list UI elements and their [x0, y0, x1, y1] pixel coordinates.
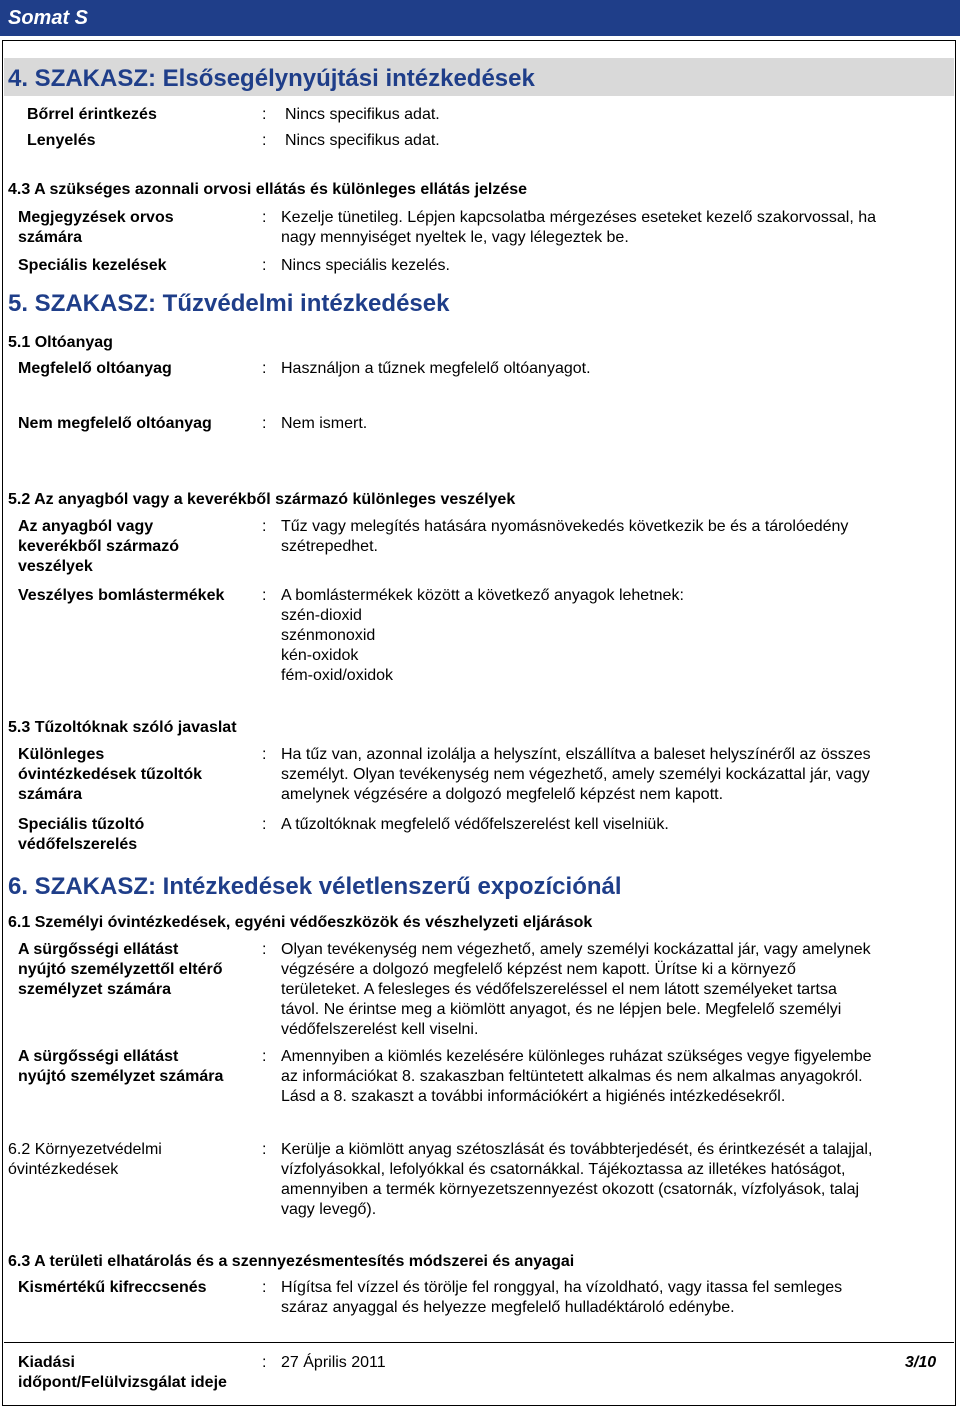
colon: :: [262, 941, 267, 958]
section-6-title: 6. SZAKASZ: Intézkedések véletlenszerű expozíciónál: [8, 873, 622, 900]
colon: :: [262, 209, 267, 226]
subsection-5-3-title: 5.3 Tűzoltóknak szóló javaslat: [8, 719, 237, 736]
colon: :: [262, 132, 267, 149]
ingestion-value: Nincs specifikus adat.: [285, 132, 440, 149]
unsuitable-media-value: Nem ismert.: [281, 415, 368, 432]
colon: :: [262, 415, 267, 432]
unsuitable-media-label: Nem megfelelő oltóanyag: [18, 415, 212, 432]
header-bar: [0, 0, 960, 36]
subsection-5-2-title: 5.2 Az anyagból vagy a keverékből származó különleges veszélyek: [8, 491, 516, 508]
brand-title: Somat S: [8, 7, 89, 29]
footer-issue-date-label: Kiadási időpont/Felülvizsgálat ideje: [18, 1354, 227, 1391]
section-4-title: 4. SZAKASZ: Elsősegélynyújtási intézkedések: [8, 65, 535, 92]
colon: :: [262, 257, 267, 274]
emergency-responders-label: A sürgősségi ellátást nyújtó személyzet számára: [18, 1048, 224, 1085]
non-emergency-personnel-value: Olyan tevékenység nem végezhető, amely személyi kockázattal jár, vagy amelynek végzésére a dolgozó megfelelő képzést nem kapott. Ürítse ki a környező területeket. A felesleges és védőfelszereléssel el nem látott személyeket tartsa távol. Ne érintse meg a kiömlött anyagot, és ne lépjen bele. Megfelelő személyi védőfelszerelést kell viselni.: [281, 941, 871, 1038]
colon: :: [262, 746, 267, 763]
specific-hazards-value: Tűz vagy melegítés hatására nyomásnövekedés következik be és a tárolóedény szétrepedhet.: [281, 518, 849, 555]
colon: :: [262, 816, 267, 833]
footer-divider: [4, 1342, 954, 1343]
special-treatment-value: Nincs speciális kezelés.: [281, 257, 450, 274]
decomposition-products-label: Veszélyes bomlástermékek: [18, 587, 225, 604]
emergency-responders-value: Amennyiben a kiömlés kezelésére különleges ruházat szükséges vegye figyelembe az információkat 8. szakaszban feltüntetett alkalmas és nem alkalmas anyagokról. Lásd a 8. szakaszt a további információkért a higiénés intézkedésekről.: [281, 1048, 872, 1105]
colon: :: [262, 106, 267, 123]
suitable-media-label: Megfelelő oltóanyag: [18, 360, 172, 377]
small-spill-label: Kismértékű kifreccsenés: [18, 1279, 207, 1296]
colon: :: [262, 587, 267, 604]
page-number: 3/10: [905, 1354, 937, 1371]
subsection-6-1-title: 6.1 Személyi óvintézkedések, egyéni védőeszközök és vészhelyzeti eljárások: [8, 914, 593, 931]
decomposition-products-value: A bomlástermékek között a következő anyagok lehetnek: szén-dioxid szénmonoxid kén-oxidok fém-oxid/oxidok: [281, 587, 684, 684]
small-spill-value: Hígítsa fel vízzel és törölje fel ronggyal, ha vízoldható, vagy itassa fel semleges száraz anyaggal és helyezze megfelelő hulladéktároló edénybe.: [281, 1279, 843, 1316]
footer-issue-date-value: 27 Április 2011: [281, 1354, 386, 1371]
physician-notes-label: Megjegyzések orvos számára: [18, 209, 174, 246]
environmental-precautions-value: Kerülje a kiömlött anyag szétoszlását és továbbterjedését, és érintkezését a talajjal, vízfolyásokkal, lefolyókkal és csatornákkal. Tájékoztassa az illetékes hatóságot, amennyiben a termék környezetszennyezést okozott (csatornák, vízfolyások, talaj vagy levegő).: [281, 1141, 873, 1218]
firefighter-equipment-value: A tűzoltóknak megfelelő védőfelszerelést kell viselniük.: [281, 816, 669, 833]
firefighter-precautions-value: Ha tűz van, azonnal izolálja a helyszínt, elszállítva a baleset helyszínéről az összes személyt. Olyan tevékenység nem végezhető, amely személyi kockázattal jár, vagy amelynek végzésére a dolgozó megfelelő képzést nem kapott.: [281, 746, 871, 803]
firefighter-precautions-label: Különleges óvintézkedések tűzoltók számára: [18, 746, 203, 803]
firefighter-equipment-label: Speciális tűzoltó védőfelszerelés: [18, 816, 145, 853]
skin-contact-value: Nincs specifikus adat.: [285, 106, 440, 123]
colon: :: [262, 1354, 267, 1371]
ingestion-label: Lenyelés: [27, 132, 96, 149]
non-emergency-personnel-label: A sürgősségi ellátást nyújtó személyzettől eltérő személyzet számára: [18, 941, 223, 998]
skin-contact-label: Bőrrel érintkezés: [27, 106, 157, 123]
colon: :: [262, 1048, 267, 1065]
physician-notes-value: Kezelje tünetileg. Lépjen kapcsolatba mérgezéses eseteket kezelő szakorvossal, ha nagy mennyiséget nyeltek le, vagy lélegeztek be.: [281, 209, 877, 246]
specific-hazards-label: Az anyagból vagy keverékből származó veszélyek: [18, 518, 179, 575]
subsection-5-1-title: 5.1 Oltóanyag: [8, 334, 113, 351]
environmental-precautions-label: 6.2 Környezetvédelmi óvintézkedések: [8, 1141, 162, 1178]
subsection-4-3-title: 4.3 A szükséges azonnali orvosi ellátás és különleges ellátás jelzése: [8, 181, 528, 198]
colon: :: [262, 360, 267, 377]
colon: :: [262, 518, 267, 535]
suitable-media-value: Használjon a tűznek megfelelő oltóanyagot.: [281, 360, 591, 377]
colon: :: [262, 1141, 267, 1158]
subsection-6-3-title: 6.3 A területi elhatárolás és a szennyezésmentesítés módszerei és anyagai: [8, 1253, 575, 1270]
colon: :: [262, 1279, 267, 1296]
section-5-title: 5. SZAKASZ: Tűzvédelmi intézkedések: [8, 290, 450, 317]
special-treatment-label: Speciális kezelések: [18, 257, 167, 274]
